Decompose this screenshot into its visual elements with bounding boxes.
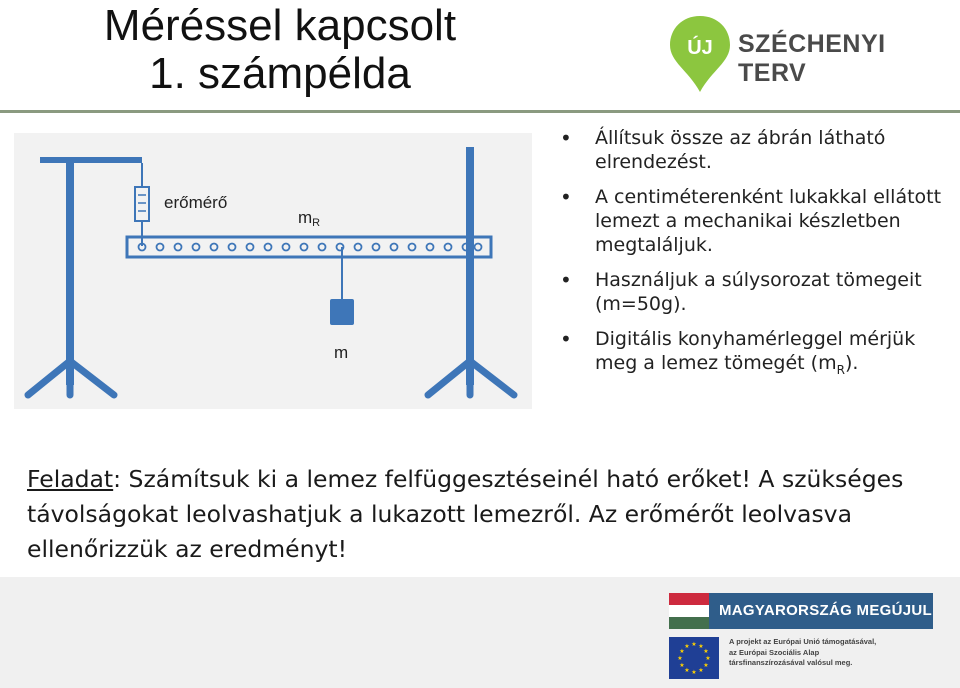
right-stand-feet (428, 361, 514, 395)
title-line-1: Méréssel kapcsolt (103, 1, 457, 50)
svg-text:★: ★ (679, 662, 685, 669)
force-meter-icon (135, 187, 149, 221)
force-meter-label: erőmérő (164, 193, 228, 212)
svg-text:★: ★ (677, 655, 683, 662)
slide-title (0, 2, 560, 98)
left-stand-feet (28, 361, 114, 395)
bullet-item: • A centiméterenként lukakkal ellátott lemezt a mechanikai készletben megtaláljuk. (560, 185, 955, 257)
svg-text:★: ★ (679, 648, 685, 655)
svg-text:★: ★ (684, 643, 690, 650)
bullet-item: • Digitális konyhamérleggel mérjük meg a lemez tömegét $(m_R)$. (560, 327, 955, 382)
eu-funding-text: A projekt az Európai Unió támogatásával, az Európai Szociális Alap társfinanszírozásával valósul meg. (729, 637, 877, 667)
svg-text:★: ★ (705, 655, 711, 662)
left-stand-pole (66, 157, 74, 385)
task-label: Feladat (27, 465, 114, 493)
left-stand-arm (40, 157, 142, 163)
magyarorszag-banner: MAGYARORSZÁG MEGÚJUL (709, 593, 933, 629)
svg-text:★: ★ (684, 667, 690, 674)
svg-text:★: ★ (703, 648, 709, 655)
task-paragraph: Feladat: Számítsuk ki a lemez felfüggesztéseinél ható erőket! A szükséges távolságokat leolvashatjuk a lukazott lemezről. Az erőmérőt leolvasva ellenőrizzük az eredményt! (27, 465, 904, 563)
svg-text:★: ★ (698, 667, 704, 674)
bullet-item: • Állítsuk össze az ábrán látható elrendezést. (560, 126, 955, 174)
title-line-2: 1. számpélda (149, 49, 411, 98)
mass-weight-icon (330, 299, 354, 325)
logo-text: SZÉCHENYI TERV (738, 30, 886, 87)
svg-text:★: ★ (691, 669, 697, 676)
eu-flag-icon (669, 637, 719, 679)
apparatus-diagram (14, 133, 532, 409)
mass-label: m (334, 343, 349, 362)
right-stand-pole (466, 147, 474, 385)
svg-text:★: ★ (691, 641, 697, 648)
plate-holes (139, 244, 482, 251)
instruction-list (560, 126, 955, 393)
logo-badge: ÚJ (687, 37, 713, 59)
header-divider (0, 110, 960, 113)
svg-text:★: ★ (703, 662, 709, 669)
bullet-item: • Használjuk a súlysorozat tömegeit (m=50g). (560, 268, 955, 316)
svg-text:★: ★ (698, 643, 704, 650)
task-text: Számítsuk ki a lemez felfüggesztéseinél ható erőket! A szükséges távolságokat leolvashatjuk a lukazott lemezről. Az erőmérőt leolvasva ellenőrizzük az eredményt! (27, 465, 904, 563)
hungarian-flag-icon (669, 593, 709, 629)
plate-mass-label: mR (298, 208, 321, 229)
